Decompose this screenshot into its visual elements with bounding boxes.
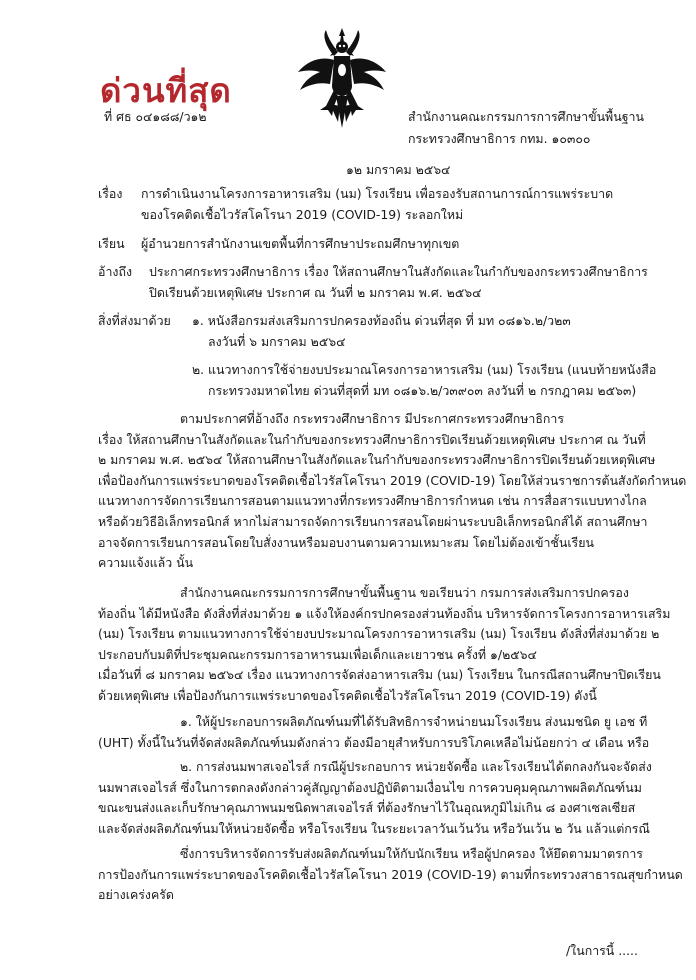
paragraph-line: (นม) โรงเรียน ตามแนวทางการใช้จ่ายงบประมาณโครงการอาหารเสริม (นม) โรงเรียน ดังสิ่งที่ส่งมาด้วย ๒ [98, 626, 660, 642]
document-date: ๑๒ มกราคม ๒๕๖๔ [346, 162, 451, 177]
paragraph-line: ๒. การส่งนมพาสเจอไรส์ กรณีผู้ประกอบการ หน่วยจัดซื้อ และโรงเรียนได้ตกลงกันจะจัดส่ง [180, 759, 652, 774]
enclosure-2-line-2: กระทรวงมหาดไทย ด่วนที่สุดที่ มท ๐๘๑๖.๒/ว๓๙๐๓ ลงวันที่ ๒ กรกฎาคม ๒๕๖๓) [208, 383, 637, 398]
numbered-item-2 [98, 757, 652, 839]
paragraph-line: ตามประกาศที่อ้างถึง กระทรวงศึกษาธิการ มีประกาศกระทรวงศึกษาธิการ [180, 411, 565, 426]
paragraph-line: ซึ่งการบริหารจัดการรับส่งผลิตภัณฑ์นมให้กับนักเรียน หรือผู้ปกครอง ให้ยึดตามมาตรการ [180, 846, 643, 861]
paragraph-line: ๑. ให้ผู้ประกอบการผลิตภัณฑ์นมที่ได้รับสิทธิการจำหน่ายนมโรงเรียน ส่งนมชนิด ยู เอช ที [180, 714, 648, 729]
document-number: ที่ ศธ ๐๔๑๘๘/ว๑๒ [104, 109, 207, 124]
paragraph-line: อาจจัดการเรียนการสอนโดยใบสั่งงานหรือมอบงานตามความเหมาะสม โดยไม่ต้องเข้าชั้นเรียน [98, 534, 594, 550]
reference-line-1: ประกาศกระทรวงศึกษาธิการ เรื่อง ให้สถานศึกษาในสังกัดและในกำกับของกระทรวงศึกษาธิการ [149, 264, 648, 279]
continuation-marker: /ในการนี้ ..... [566, 943, 638, 958]
paragraph-line: แนวทางการจัดการเรียนการสอนตามแนวทางที่กระทรวงศึกษาธิการกำหนด เช่น การสื่อสารแบบทางไกล [98, 493, 647, 509]
paragraph-line: ขณะขนส่งและเก็บรักษาคุณภาพนมชนิดพาสเจอไรส์ ที่ต้องรักษาไว้ในอุณหภูมิไม่เกิน ๘ องศาเซลเซียส [98, 800, 636, 816]
paragraph-line: (UHT) ทั้งนี้ในวันที่จัดส่งผลิตภัณฑ์นมดังกล่าว ต้องมีอายุสำหรับการบริโภคเหลือไม่น้อยกว่า ๔ เดือน หรือ [98, 734, 650, 750]
paragraph-line: ประกอบกับมติที่ประชุมคณะกรรมการอาหารนมเพื่อเด็กและเยาวชน ครั้งที่ ๑/๒๕๖๔ [98, 646, 537, 662]
paragraph-line: สำนักงานคณะกรรมการการศึกษาขั้นพื้นฐาน ขอเรียนว่า กรมการส่งเสริมการปกครอง [180, 585, 629, 600]
paragraph-line: นมพาสเจอไรส์ ซึ่งในการตกลงดังกล่าวคู่สัญญาต้องปฏิบัติตามเงื่อนไข การควบคุมคุณภาพผลิตภัณฑ์นม [98, 779, 642, 795]
paragraph-line: ท้องถิ่น ได้มีหนังสือ ดังสิ่งที่ส่งมาด้วย ๑ แจ้งให้องค์กรปกครองส่วนท้องถิ่น บริหารจัดการโครงการอาหารเสริม [98, 605, 671, 621]
enclosure-2-line-1: ๒. แนวทางการใช้จ่ายงบประมาณโครงการอาหารเสริม (นม) โรงเรียน (แนบท้ายหนังสือ [192, 362, 657, 377]
subject-line-1: การดำเนินงานโครงการอาหารเสริม (นม) โรงเรียน เพื่อรองรับสถานการณ์การแพร่ระบาด [141, 186, 614, 201]
paragraph-line: เรื่อง ให้สถานศึกษาในสังกัดและในกำกับของกระทรวงศึกษาธิการปิดเรียนด้วยเหตุพิเศษ ประกาศ ณ วันที่ [98, 431, 646, 447]
paragraph-line: การป้องกันการแพร่ระบาดของโรคติดเชื้อไวรัสโคโรนา 2019 (COVID-19) ตามที่กระทรวงสาธารณสุขกำหนด [98, 866, 683, 882]
enclosure-1-line-2: ลงวันที่ ๖ มกราคม ๒๕๖๔ [208, 334, 346, 349]
paragraph-2 [98, 583, 671, 707]
paragraph-line: เพื่อป้องกันการแพร่ระบาดของโรคติดเชื้อไวรัสโคโรนา 2019 (COVID-19) โดยให้ส่วนราชการต้นสังกัดกำหนด [98, 472, 687, 488]
reference-label: อ้างถึง [98, 264, 133, 279]
recipient-label: เรียน [98, 236, 125, 251]
enclosures-label: สิ่งที่ส่งมาด้วย [98, 313, 171, 328]
urgent-stamp: ด่วนที่สุด [100, 71, 232, 110]
recipient-text: ผู้อำนวยการสำนักงานเขตพื้นที่การศึกษาประถมศึกษาทุกเขต [141, 236, 460, 251]
garuda-emblem [296, 26, 388, 130]
paragraph-line: เมื่อวันที่ ๘ มกราคม ๒๕๖๔ เรื่อง แนวทางการจัดส่งอาหารเสริม (นม) โรงเรียน ในกรณีสถานศึกษาปิดเรียน [98, 667, 661, 683]
paragraph-3 [98, 844, 683, 906]
reference-line-2: ปิดเรียนด้วยเหตุพิเศษ ประกาศ ณ วันที่ ๒ มกราคม พ.ศ. ๒๕๖๔ [149, 285, 482, 300]
paragraph-line: และจัดส่งผลิตภัณฑ์นมให้หน่วยจัดซื้อ หรือโรงเรียน ในระยะเวลาวันเว้นวัน หรือวันเว้น ๒ วัน แล้วแต่กรณี [98, 820, 650, 836]
paragraph-line: ความแจ้งแล้ว นั้น [98, 555, 194, 571]
subject-label: เรื่อง [98, 186, 123, 201]
paragraph-line: หรือด้วยวิธีอิเล็กทรอนิกส์ หากไม่สามารถจัดการเรียนการสอนโดยผ่านระบบอิเล็กทรอนิกส์ได้ สถานศึกษา [98, 513, 648, 529]
paragraph-line: ๒ มกราคม พ.ศ. ๒๕๖๔ ให้สถานศึกษาในสังกัดและในกำกับของกระทรวงศึกษาธิการปิดเรียนด้วยเหตุพิเศษ [98, 452, 656, 468]
paragraph-1 [98, 409, 687, 574]
office-name: สำนักงานคณะกรรมการการศึกษาขั้นพื้นฐาน [408, 109, 644, 124]
paragraph-line: ด้วยเหตุพิเศษ เพื่อป้องกันการแพร่ระบาดของโรคติดเชื้อไวรัสโคโรนา 2019 (COVID-19) ดังนี้ [98, 687, 597, 703]
subject-line-2: ของโรคติดเชื้อไวรัสโคโรนา 2019 (COVID-19) ระลอกใหม่ [141, 207, 464, 222]
paragraph-line: อย่างเคร่งครัด [98, 887, 174, 903]
office-address: กระทรวงศึกษาธิการ กทม. ๑๐๓๐๐ [408, 131, 591, 146]
numbered-item-1 [98, 712, 650, 753]
enclosure-1-line-1: ๑. หนังสือกรมส่งเสริมการปกครองท้องถิ่น ด่วนที่สุด ที่ มท ๐๘๑๖.๒/ว๒๓ [192, 313, 571, 328]
